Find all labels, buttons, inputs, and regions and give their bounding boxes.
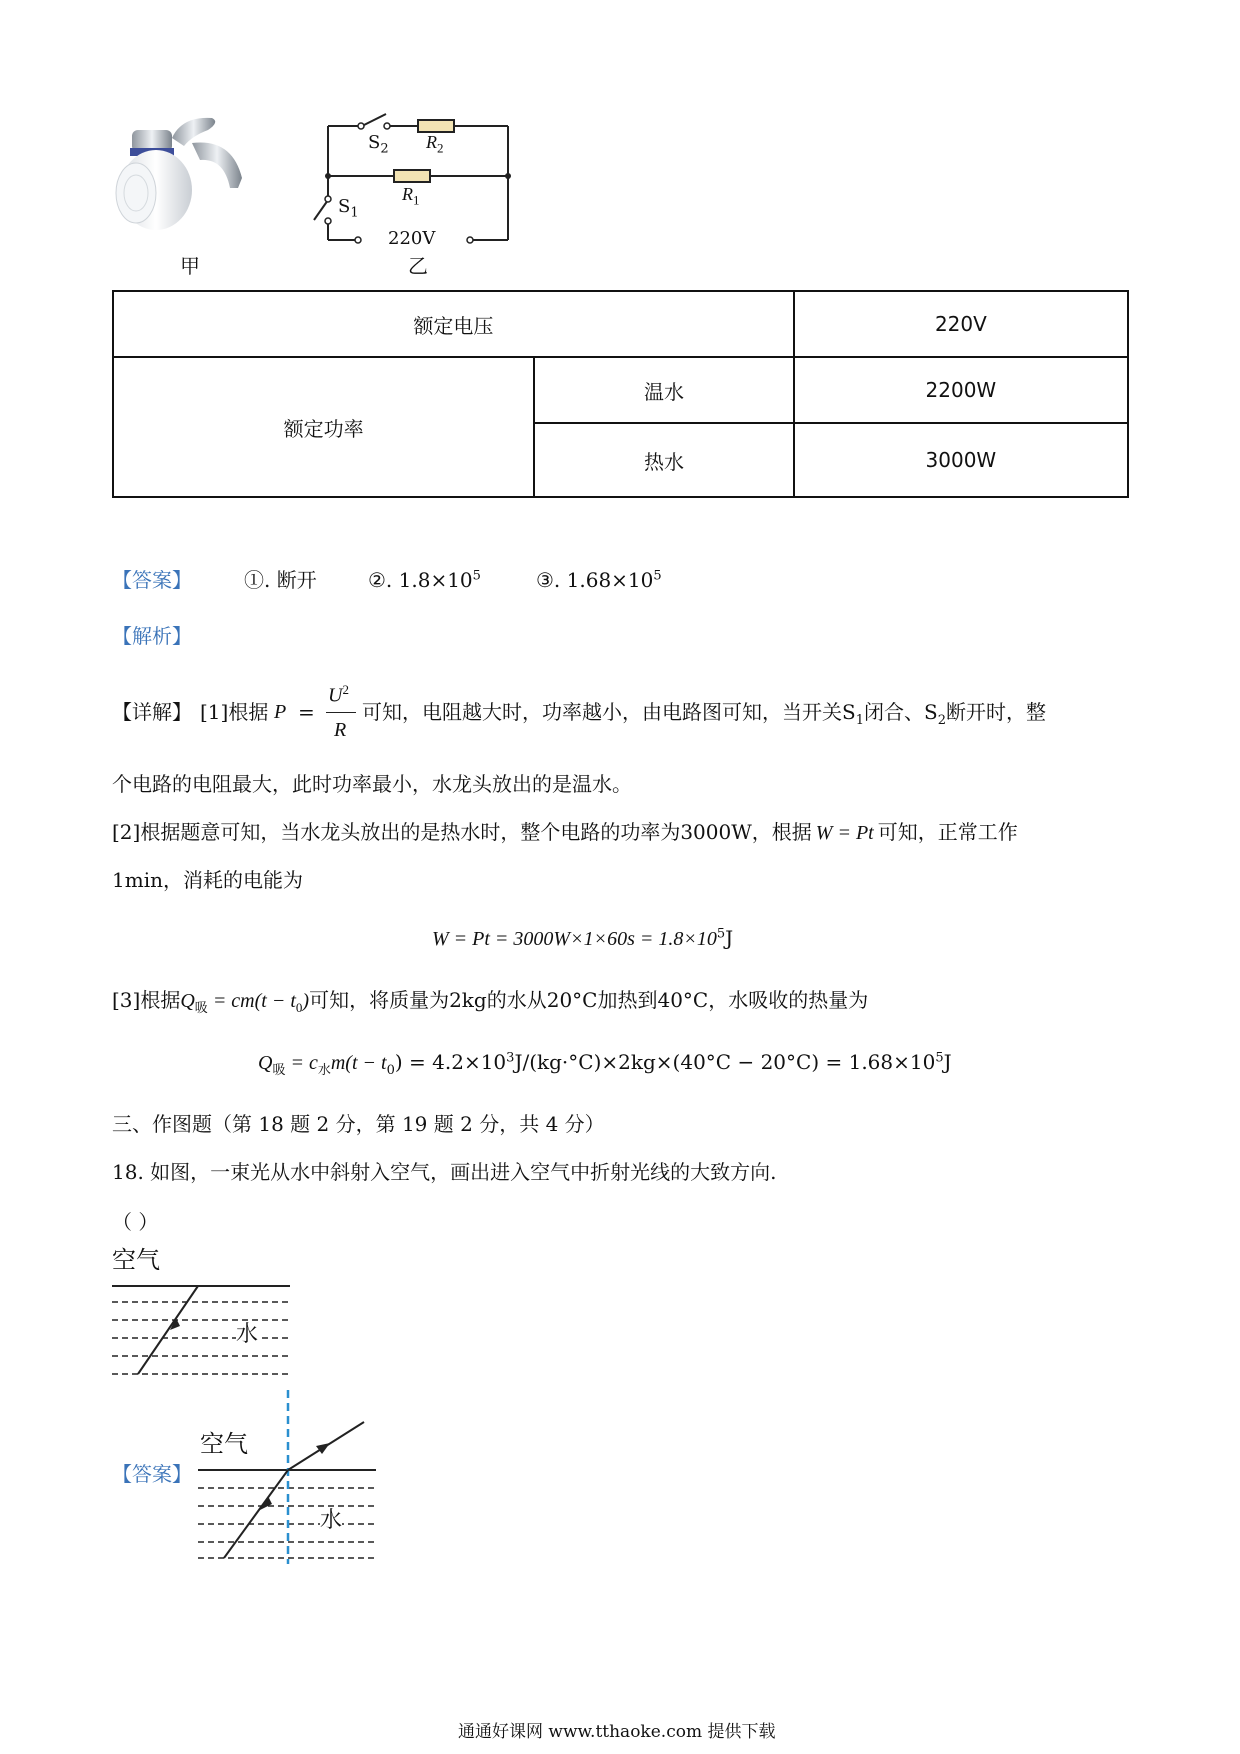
answer-3: ③. $1.68\times 10^5$ [536, 568, 662, 592]
label-r1: $R_1$ [402, 184, 420, 208]
answer-2: ②. $1.8\times 10^5$ [368, 568, 481, 592]
figure-label-yi: 乙 [408, 254, 428, 278]
detail-tag: 【详解】 [112, 700, 192, 724]
question-figure [112, 1244, 302, 1380]
analysis-tag: 【解析】 [112, 624, 192, 648]
footer-text: 通通好课网 www.tthaoke.com 提供下载 [458, 1722, 776, 1742]
detail-p2-line2: 1min，消耗的电能为 [112, 868, 303, 892]
label-s1: $S_1$ [338, 196, 359, 221]
answer-1: ①. 断开 [244, 568, 317, 592]
spec-table [112, 290, 1129, 498]
detail-p1-intro: [1]根据 [200, 700, 269, 724]
rated-voltage-label: 额定电压 [113, 291, 794, 357]
label-voltage: 220V [388, 228, 436, 249]
rated-power-label: 额定功率 [113, 357, 534, 497]
question-figure-air: 空气 [112, 1246, 160, 1274]
rated-voltage-value: 220V [794, 291, 1128, 357]
answer-figure-air: 空气 [200, 1430, 248, 1458]
formula-denominator: R [334, 719, 347, 741]
answer-tag: 【答案】 [112, 568, 192, 592]
answer-figure [198, 1388, 388, 1566]
question-18: 18. 如图，一束光从水中斜射入空气，画出进入空气中折射光线的大致方向. [112, 1160, 777, 1184]
formula-numerator: $U^2$ [328, 682, 349, 707]
label-s2: $S_2$ [368, 132, 389, 157]
formula-eq: = [298, 700, 315, 724]
figure-label-jia: 甲 [180, 254, 200, 278]
fraction-bar [326, 712, 356, 713]
answer-18-tag: 【答案】 [112, 1462, 192, 1486]
detail-p2-line1: [2]根据题意可知，当水龙头放出的是热水时，整个电路的功率为3000W，根据 W = Pt 可知，正常工作 [112, 820, 1018, 844]
question-18-blank: （ ） [112, 1210, 159, 1234]
label-r2: $R_2$ [426, 132, 444, 156]
answer-figure-water: 水 [320, 1508, 343, 1533]
warm-value: 2200W [794, 357, 1128, 423]
question-figure-water: 水 [236, 1322, 259, 1347]
hot-value: 3000W [794, 423, 1128, 497]
warm-label: 温水 [534, 357, 793, 423]
equation-heat: $Q_吸 = c_水m(t - t_0) = 4.2\times 10^3J/(kg\cdot^\circ C)\times 2kg\times(40^\circ C - 20^\circ C) = 1.68\times 10^5J$ [258, 1050, 952, 1078]
detail-p3: [3]根据$Q_吸 = cm(t - t_0)$可知，将质量为2kg的水从20°C加热到40°C，水吸收的热量为 [112, 988, 869, 1015]
formula-p: P [274, 701, 287, 723]
circuit-diagram [300, 100, 520, 250]
equation-energy: $W = Pt = 3000W\times 1\times 60s = 1.8\times 10^5J$ [432, 926, 734, 950]
detail-p1-text: 可知，电阻越大时，功率越小，由电路图可知，当开关$S_1$闭合、$S_2$断开时，整 [362, 700, 1046, 728]
section-3-heading: 三、作图题（第 18 题 2 分，第 19 题 2 分，共 4 分） [112, 1112, 605, 1136]
detail-p1-line2: 个电路的电阻最大，此时功率最小，水龙头放出的是温水。 [112, 772, 632, 796]
faucet-image [112, 108, 262, 248]
hot-label: 热水 [534, 423, 793, 497]
